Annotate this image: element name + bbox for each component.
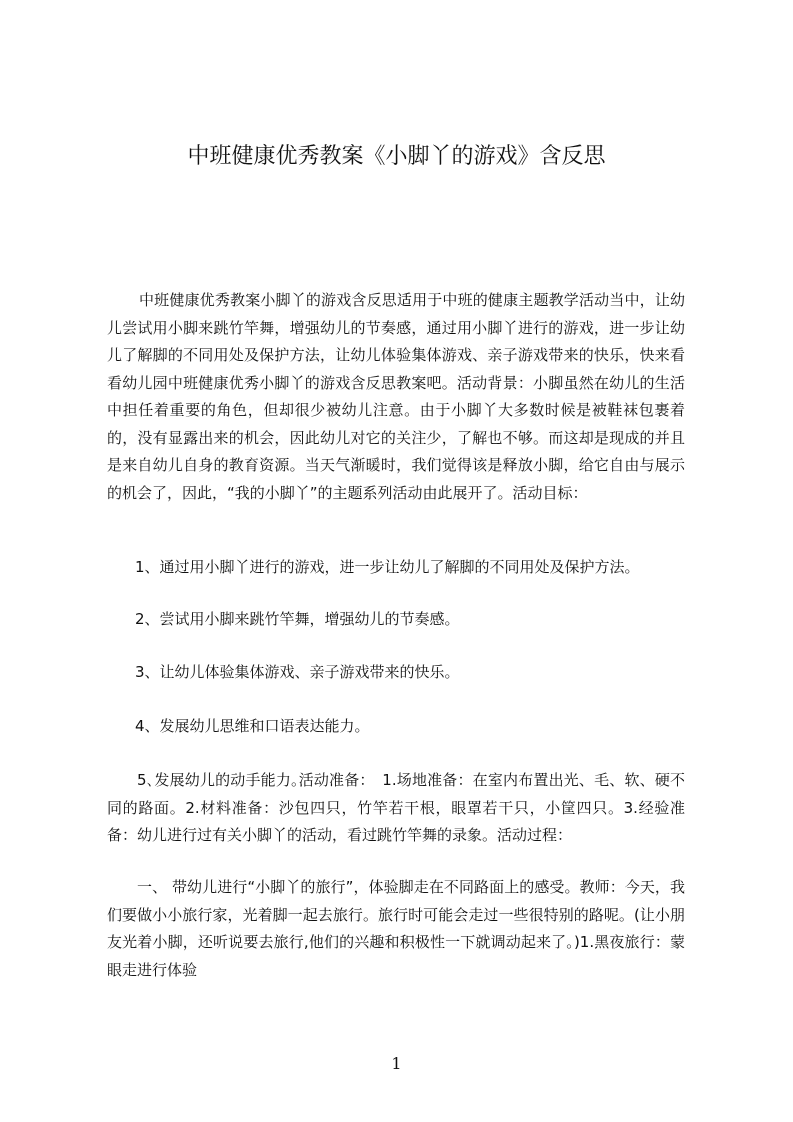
intro-paragraph: 中班健康优秀教案小脚丫的游戏含反思适用于中班的健康主题教学活动当中，让幼儿尝试用小脚来跳竹竿舞，增强幼儿的节奏感，通过用小脚丫进行的游戏，进一步让幼儿了解脚的不同用处及保护方法，让幼儿体验集体游戏、亲子游戏带来的快乐，快来看看幼儿园中班健康优秀小脚丫的游戏含反思教案吧。活动背景：小脚虽然在幼儿的生活中担任着重要的角色，但却很少被幼儿注意。由于小脚丫大多数时候是被鞋袜包裹着的，没有显露出来的机会，因此幼儿对它的关注少，了解也不够。而这却是现成的并且是来自幼儿自身的教育资源。当天气渐暖时，我们觉得该是释放小脚，给它自由与展示的机会了，因此，“我的小脚丫”的主题系列活动由此展开了。活动目标：	[107, 291, 685, 502]
goal-item-4: 4、发展幼儿思维和口语表达能力。	[135, 717, 370, 735]
goal-item-2: 2、尝试用小脚来跳竹竿舞，增强幼儿的节奏感。	[135, 610, 460, 628]
goal-item-3: 3、让幼儿体验集体游戏、亲子游戏带来的快乐。	[135, 663, 460, 681]
goal-item-1: 1、通过用小脚丫进行的游戏，进一步让幼儿了解脚的不同用处及保护方法。	[135, 558, 640, 576]
process-paragraph: 一、 带幼儿进行“小脚丫的旅行”，体验脚走在不同路面上的感受。教师：今天，我们要做小小旅行家，光着脚一起去旅行。旅行时可能会走过一些很特别的路呢。(让小朋友光着小脚，还听说要去旅行,他们的兴趣和积极性一下就调动起来了。)1.黑夜旅行：蒙眼走进行体验	[107, 878, 685, 979]
page-number: 1	[391, 1054, 402, 1073]
preparation-paragraph: 5､发展幼儿的动手能力｡活动准备： 1.场地准备：在室内布置出光、毛、软、硬不同的路面。2.材料准备：沙包四只，竹竿若干根，眼罩若干只，小筐四只。3.经验准备：幼儿进行过有关小脚丫的活动，看过跳竹竿舞的录象。活动过程：	[107, 771, 685, 844]
document-title: 中班健康优秀教案《小脚丫的游戏》含反思	[187, 144, 606, 169]
